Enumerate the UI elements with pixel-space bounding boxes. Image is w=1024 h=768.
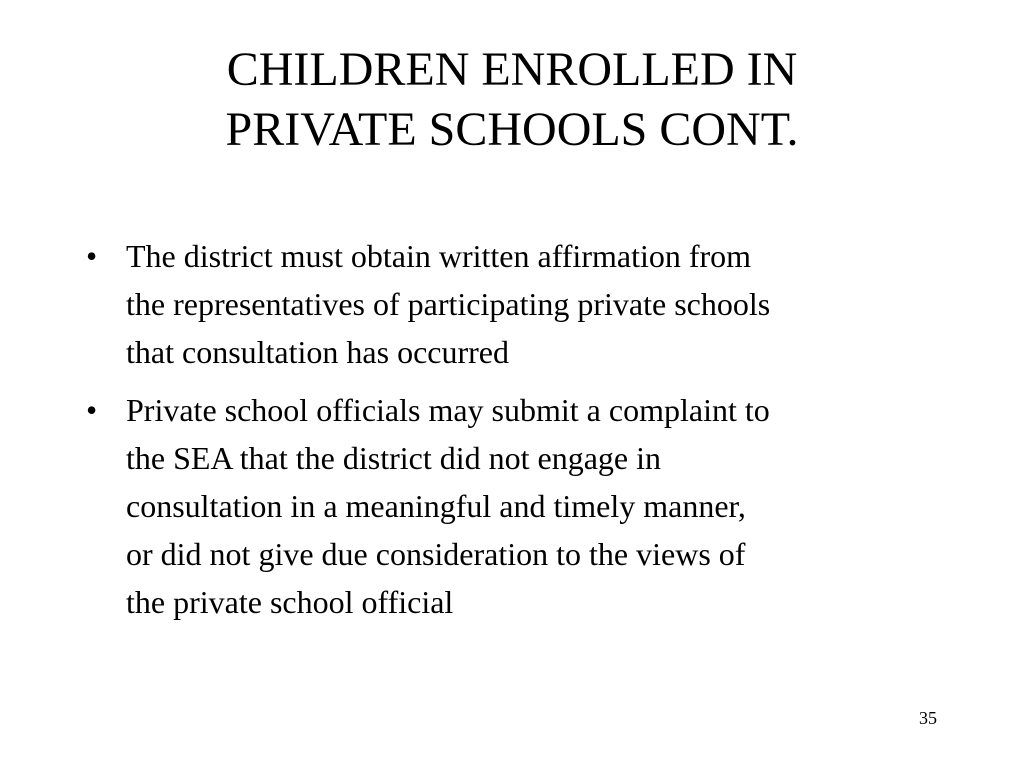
bullet-text-line: Private school officials may submit a complaint to [126,392,770,428]
slide-title [0,40,1024,160]
bullet-text-line: or did not give due consideration to the views of [126,536,746,572]
page-number: 35 [919,708,937,728]
bullet-list [86,232,946,636]
bullet-item [86,232,946,376]
bullet-text-line: that consultation has occurred [126,334,509,370]
bullet-item [86,386,946,626]
bullet-text-line: the representatives of participating private schools [126,286,771,322]
bullet-dot-icon: • [86,238,98,274]
slide-title-line: CHILDREN ENROLLED IN [226,43,798,96]
slide-title-line: PRIVATE SCHOOLS CONT. [225,103,799,156]
bullet-text-line: the private school official [126,584,454,620]
bullet-text-line: the SEA that the district did not engage in [126,440,662,476]
bullet-dot-icon: • [86,392,98,428]
bullet-text-line: The district must obtain written affirmation from [126,238,752,274]
bullet-text-line: consultation in a meaningful and timely manner, [126,488,746,524]
